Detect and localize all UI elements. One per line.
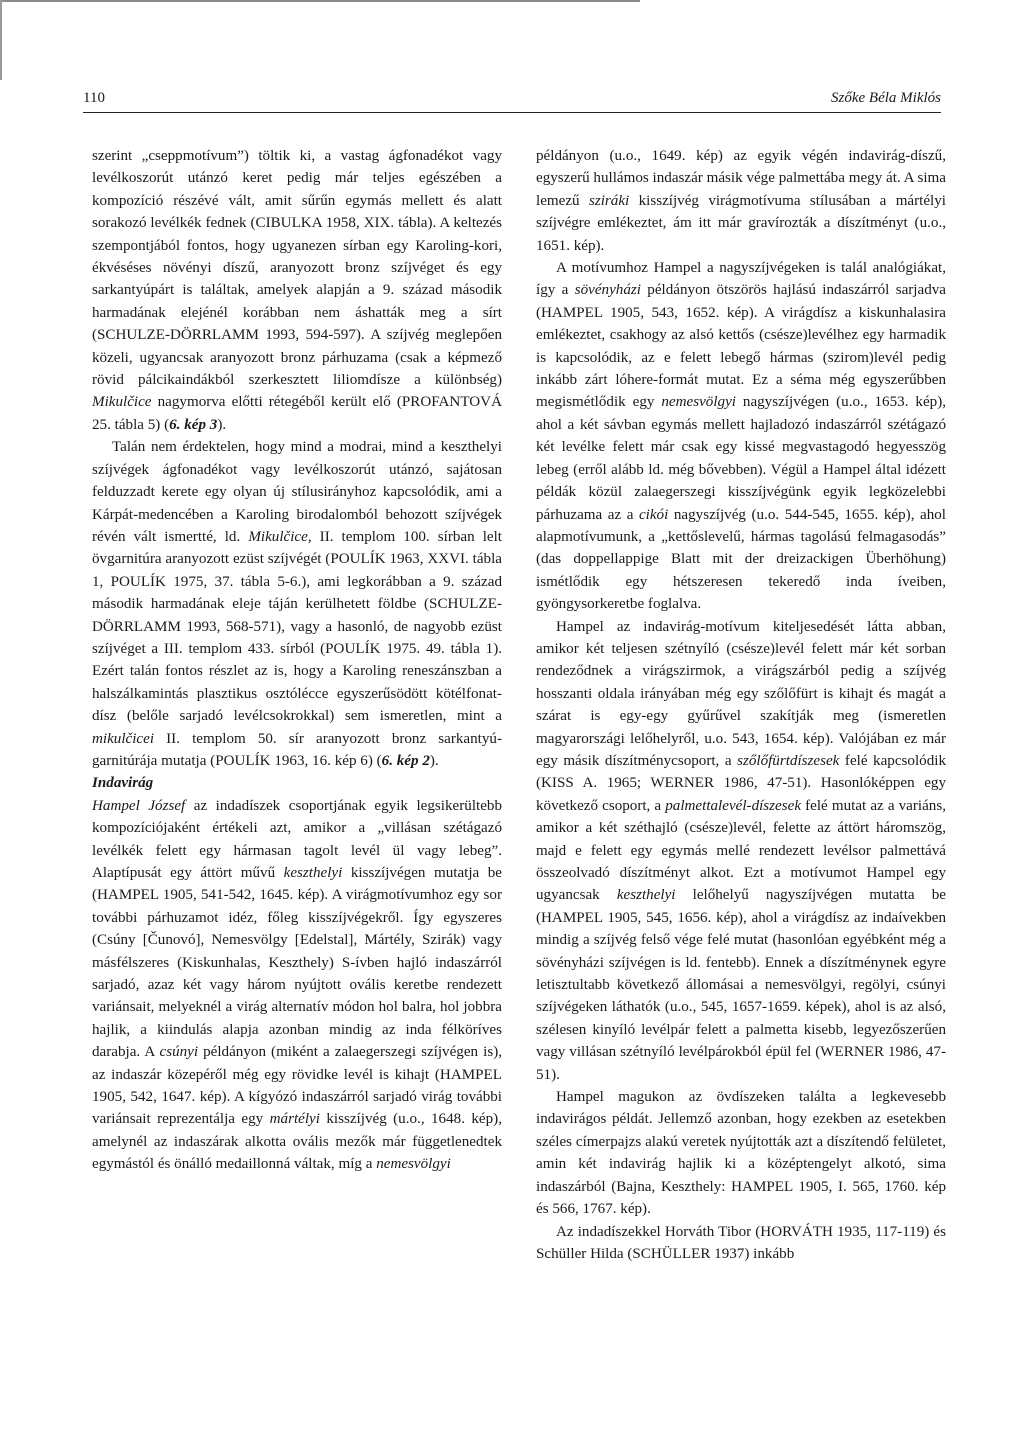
- page-number: 110: [83, 90, 105, 106]
- paragraph: Hampel az indavirág-motívum kiteljesedését látta abban, amikor két teljesen szétnyíló (csésze)levél felett már két sorban rendeződnek a virágszirmok, a virágszárból pedig a szíjvég hosszanti oldala irányában még egy szőlőfürt is kihajt és magát a szárat is egy-egy gyűrűvel szakítják meg (ismeretlen magyarországi lelőhelyről, u.o. 543, 1654. kép). Valójában ez már egy másik díszítménycsoport, a szőlőfürtdíszesek felé kapcsolódik (KISS A. 1965; WERNER 1986, 47-51). Hasonlóképpen egy következő csoport, a palmettalevél-díszesek felé mutat az a variáns, amikor a két széthajló (csésze)levél, felette az áttört háromszög, majd e felett egy egymás mellé rendezett levélsor palmettává összeolvadó díszítményt alkot. Ezt a motívumot Hampel egy ugyancsak keszthelyi lelőhelyű nagyszíjvégen mutatta be (HAMPEL 1905, 545, 1656. kép), ahol a virágdísz az indaívekben mindig a szíjvég felső vége felé mutat (hasonlóan egyébként még a sövényházi szíjvégen is ld. fentebb). Ennek a díszítménynek egyre letisztultabb következő állomásai a nemesvölgyi, regölyi, csúnyi szíjvégeken láthatók (u.o., 545, 1657-1659. képek), ahol is az alsó, szélesen kinyíló levélpár felett a palmetta kisebb, legyezőszerűen vagy villásan szétnyíló levélpárokból épül fel (WERNER 1986, 47-51).: [536, 618, 946, 1083]
- page-header: [83, 90, 941, 114]
- paragraph: példányon (u.o., 1649. kép) az egyik végén indavirág-díszű, egyszerű hullámos indaszár másik vége palmettába megy át. A sima lemezű sziráki kisszíjvég virágmotívuma stílusában a mártélyi szíjvégre emlékeztet, ám itt már gravírozták a díszítményt (u.o., 1651. kép).: [536, 148, 946, 254]
- left-column: [92, 145, 502, 1176]
- paragraph: Talán nem érdektelen, hogy mind a modrai, mind a keszthelyi szíjvégek ágfonadékot vagy levélkoszorút utánzó, sajátosan felduzzadt kerete egy olyan új stílusirányhoz kapcsolódik, ami a Kárpát-medencében a Karoling birodalomból behozott szíjvégek révén vált ismertté, ld. Mikulčice, II. templom 100. sírban lelt övgarnitúra aranyozott ezüst szíjvégét (POULÍK 1963, XXVI. tábla 1, POULÍK 1975, 37. tábla 5-6.), ami legkorábban a 9. század második harmadának eleje táján kerülhetett földbe (SCHULZE-DÖRRLAMM 1993, 568-571), vagy a hasonló, de nagyobb ezüst szíjvéget a III. templom 433. sírból (POULÍK 1975. 49. tábla 1). Ezért talán fontos részlet az is, hogy a Karoling reneszánszban a halszálkamintás plasztikus osztólécce egyszerűsödött kötélfonat-dísz (belőle sarjadó levélcsokrokkal) sem ismeretlen, mint a mikulčicei II. templom 50. sír aranyozott bronz sarkantyú-garnitúrája mutatja (POULÍK 1963, 16. kép 6) (6. kép 2).: [92, 439, 502, 769]
- scan-edge-top: [0, 0, 640, 2]
- paragraph: Hampel József az indadíszek csoportjának egyik legsikerültebb kompozíciójaként értékeli azt, amikor a „villásan szétágazó levélkék felett egy hármasan tagolt levél ül vagy lebeg”. Alaptípusát egy áttört művű keszthelyi kisszíjvégen mutatja be (HAMPEL 1905, 541-542, 1645. kép). A virágmotívumhoz egy sor további párhuzamot idéz, főleg kisszíjvégekről. Így egyszeres (Csúny [Čunovó], Nemesvölgy [Edelstal], Mártély, Szirák) vagy másfélszeres (Kiskunhalas, Keszthely) S-ívben hajló indaszárról sarjadó, azaz két vagy három nyújtott ovális keretbe rendezett variánsait, melyeknél a virág alternatív módon hol balra, hol jobbra hajlik, a kiindulás alapja azonban mindig az inda félköríves darabja. A csúnyi példányon (miként a zalaegerszegi szíjvégen is), az indaszár közepéről még egy rövidke levél is kihajt (HAMPEL 1905, 542, 1647. kép). A kígyózó indaszárról sarjadó virág további variánsait reprezentálja egy mártélyi kisszíjvég (u.o., 1648. kép), amelynél az indaszárak alkotta ovális mezők már függetlenedtek egymástól és önálló medaillonná váltak, míg a nemesvölgyi: [92, 797, 502, 1173]
- scan-edge-left: [0, 0, 2, 80]
- section-heading: Indavirág: [92, 775, 154, 792]
- paragraph: Hampel magukon az övdíszeken találta a legkevesebb indavirágos példát. Jellemző azonban, hogy ezekben az esetekben széles címerpajzs alakú veretek nyújtották azt a díszítendő felületet, amin két indavirág hajlik ki a középtengelyt alkotó, sima indaszárból (Bajna, Keszthely: HAMPEL 1905, I. 565, 1760. kép és 566, 1767. kép).: [536, 1089, 946, 1218]
- paragraph: szerint „cseppmotívum”) töltik ki, a vastag ágfonadékot vagy levélkoszorút utánzó keret pedig már teljes egészében a kompozíció részévé vált, amit sűrűn egymás mellett és alatt sorakozó levélkék fednek (CIBULKA 1958, XIX. tábla). A keltezés szempontjából fontos, hogy ugyanezen sírban egy Karoling-kori, ékvéséses növényi díszű, aranyozott bronz szíjvéget és egy sarkantyúpárt is találtak, amelyek alapján a 9. század második harmadának elejénél korábban nem áshatták meg a sírt (SCHULZE-DÖRRLAMM 1993, 594-597). A szíjvég meglepően közeli, ugyancsak aranyozott bronz párhuzama (csak a képmező rövid pálcikaindákból szerkesztett liliomdísze a különbség) Mikulčice nagymorva előtti rétegéből került elő (PROFANTOVÁ 25. tábla 5) (6. kép 3).: [92, 148, 502, 433]
- header-rule: [83, 112, 941, 113]
- running-title: Szőke Béla Miklós: [831, 90, 941, 106]
- right-column: [536, 145, 946, 1265]
- paragraph: Az indadíszekkel Horváth Tibor (HORVÁTH 1935, 117-119) és Schüller Hilda (SCHÜLLER 1937) inkább: [536, 1223, 946, 1262]
- paragraph: A motívumhoz Hampel a nagyszíjvégeken is talál analógiákat, így a sövényházi példányon ötszörös hajlású indaszárról sarjadva (HAMPEL 1905, 543, 1652. kép). A virágdísz a kiskunhalasira emlékeztet, csakhogy az alsó kettős (csésze)levélhez egy harmadik is kapcsolódik, az e felett lebegő hármas (szirom)levél pedig inkább zárt lóhere-formát mutat. Ez a séma még egyszerűbben megismétlődik egy nemesvölgyi nagyszíjvégen (u.o., 1653. kép), ahol a két sávban egymás mellett hajladozó indaszárról szétágazó két levélke felett már csak egy kissé megvastagodó hegyesszög lebeg (erről alább ld. még bővebben). Végül a Hampel által idézett példák közül zalaegerszegi kisszíjvégünk egyik legközelebbi párhuzama az a cikói nagyszíjvég (u.o. 544-545, 1655. kép), ahol alapmotívumunk, a „kettőslevelű, hármas tagolású felmagasodás” (das doppellappige Blatt mit der dreizackigen Überhöhung) ismétlődik egy hétszeresen tekeredő inda íveiben, gyöngysorkeretbe foglalva.: [536, 260, 947, 613]
